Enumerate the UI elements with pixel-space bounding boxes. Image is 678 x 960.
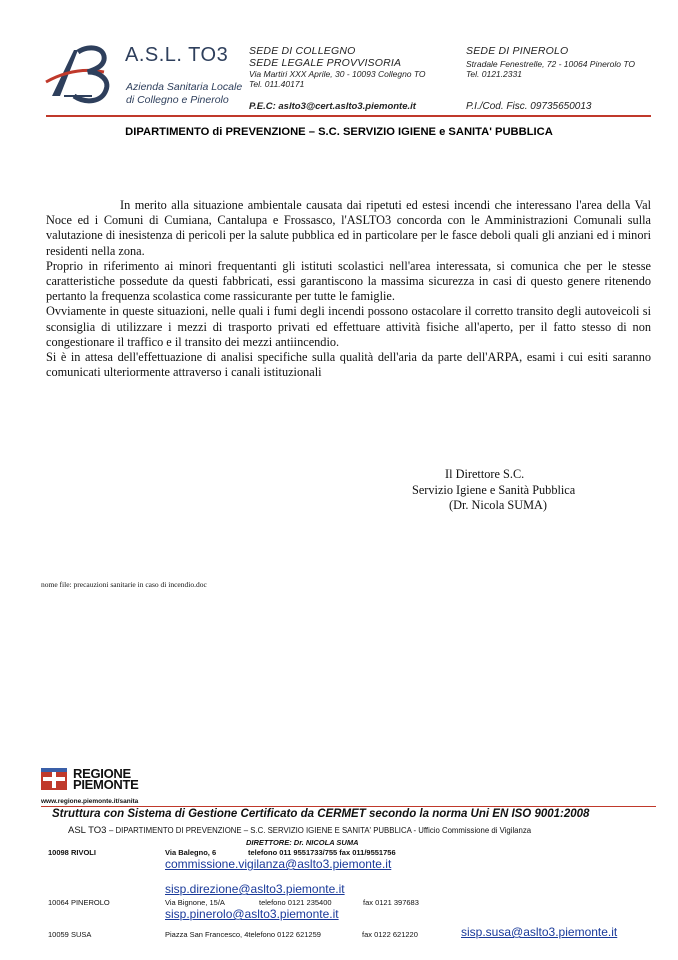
- sede-legale-title: SEDE LEGALE PROVVISORIA: [249, 57, 402, 69]
- sede-pinerolo-title: SEDE DI PINEROLO: [466, 45, 569, 57]
- department-title: DIPARTIMENTO di PREVENZIONE – S.C. SERVIZIO IGIENE e SANITA' PUBBLICA: [125, 126, 553, 138]
- sede-pinerolo-address: Stradale Fenestrelle, 72 - 10064 Pinerolo TO: [466, 59, 635, 69]
- email-sisp-pinerolo[interactable]: sisp.pinerolo@aslto3.piemonte.it: [165, 907, 339, 921]
- brand-line-1: Azienda Sanitaria Locale: [126, 81, 243, 93]
- signature-service: Servizio Igiene e Sanità Pubblica: [412, 482, 576, 497]
- regione-url[interactable]: www.regione.piemonte.it/sanita: [41, 798, 139, 805]
- susa-fax: fax 0122 621220: [362, 930, 418, 939]
- susa-city: 10059 SUSA: [48, 930, 92, 939]
- sede-collegno-title: SEDE DI COLLEGNO: [249, 45, 356, 57]
- rivoli-city: 10098 RIVOLI: [48, 848, 96, 857]
- sede-pinerolo: [466, 45, 635, 79]
- susa-address: Piazza San Francesco, 4telefono 0122 621259: [165, 930, 321, 939]
- paragraph-3: Ovviamente in queste situazioni, nelle quali i fumi degli incendi possono ostacolare il corretto transito degli autoveicoli si sconsiglia di utilizzare i mezzi di trasporto privati ed effettuare attività fisiche all'aperto, per il fatto stesso di non congestionare il traffico e il transito dei mezzi antiincendio.: [46, 304, 651, 349]
- email-commissione-vigilanza[interactable]: commissione.vigilanza@aslto3.piemonte.it: [165, 857, 392, 871]
- certification-line: Struttura con Sistema di Gestione Certificato da CERMET secondo la norma Uni EN ISO 9001:2008: [52, 808, 590, 820]
- letter-body: [46, 198, 651, 380]
- rivoli-phones: telefono 011 9551733/755 fax 011/9551756: [248, 848, 396, 857]
- brand-line-2: di Collegno e Pinerolo: [126, 94, 229, 106]
- paragraph-1: In merito alla situazione ambientale causata dai ripetuti ed estesi incendi che interessano l'area della Val Noce ed i Comuni di Cumiana, Cantalupa e Frossasco, l'ASLTO3 concorda con le Amministrazioni Comunali sulla valutazione di inesistenza di pericoli per la salute pubblica ed in particolare per le fasce deboli quali gli anziani ed i minori residenti nella zona.: [46, 198, 651, 258]
- pinerolo-fax: fax 0121 397683: [363, 898, 419, 907]
- rivoli-address: Via Balegno, 6: [165, 848, 217, 857]
- regione-flag-icon: [41, 768, 67, 790]
- email-sisp-direzione[interactable]: sisp.direzione@aslto3.piemonte.it: [165, 882, 345, 896]
- asl-department: – DIPARTIMENTO DI PREVENZIONE – S.C. SERVIZIO IGIENE E SANITA' PUBBLICA - Ufficio Commissione di Vigilanza: [109, 826, 532, 835]
- regione-label: REGIONE: [73, 766, 131, 781]
- regione-piemonte-logo: [41, 768, 139, 794]
- file-name: nome file: precauzioni sanitarie in caso di incendio.doc: [41, 580, 207, 589]
- sede-collegno-tel: Tel. 011.40171: [249, 79, 305, 89]
- sede-collegno-address: Via Martiri XXX Aprile, 30 - 10093 Collegno TO: [249, 69, 426, 79]
- sede-collegno: [249, 45, 426, 89]
- email-sisp-susa[interactable]: sisp.susa@aslto3.piemonte.it: [461, 925, 618, 939]
- sede-pinerolo-tel: Tel. 0121.2331: [466, 69, 522, 79]
- paragraph-4: Si è in attesa dell'effettuazione di analisi specifiche sulla qualità dell'aria da parte dell'ARPA, esami i cui esiti saranno comunicati ulteriormente attraverso i canali istituzionali: [46, 350, 651, 380]
- pinerolo-address: Via Bignone, 15/A: [165, 898, 225, 907]
- footer-divider: [41, 806, 656, 807]
- director-line: DIRETTORE: Dr. NICOLA SUMA: [246, 838, 359, 847]
- header-divider: [46, 115, 651, 117]
- pinerolo-city: 10064 PINEROLO: [48, 898, 110, 907]
- pinerolo-tel: telefono 0121 235400: [259, 898, 332, 907]
- signature-name: (Dr. Nicola SUMA): [449, 498, 548, 512]
- piemonte-label: PIEMONTE: [73, 777, 139, 792]
- asl-department-line: [68, 825, 531, 836]
- asl-to3-logo: [44, 42, 120, 106]
- signature-block: [412, 467, 622, 514]
- paragraph-2: Proprio in riferimento ai minori frequentanti gli istituti scolastici nell'area interessata, si comunica che per le stesse caratteristiche possedute da questi fabbricati, essi garantiscono la massima sicurezza in casi di questo genere ritenendo pertanto la frequenza scolastica come rassicurante per tutte le famiglie.: [46, 258, 651, 304]
- asl-name: ASL TO3: [68, 825, 107, 836]
- pec-address[interactable]: P.E.C: aslto3@cert.aslto3.piemonte.it: [249, 101, 416, 112]
- signature-role: Il Direttore S.C.: [445, 467, 525, 481]
- brand-name: A.S.L. TO3: [125, 44, 229, 66]
- vat-number: P.I./Cod. Fisc. 09735650013: [466, 101, 592, 112]
